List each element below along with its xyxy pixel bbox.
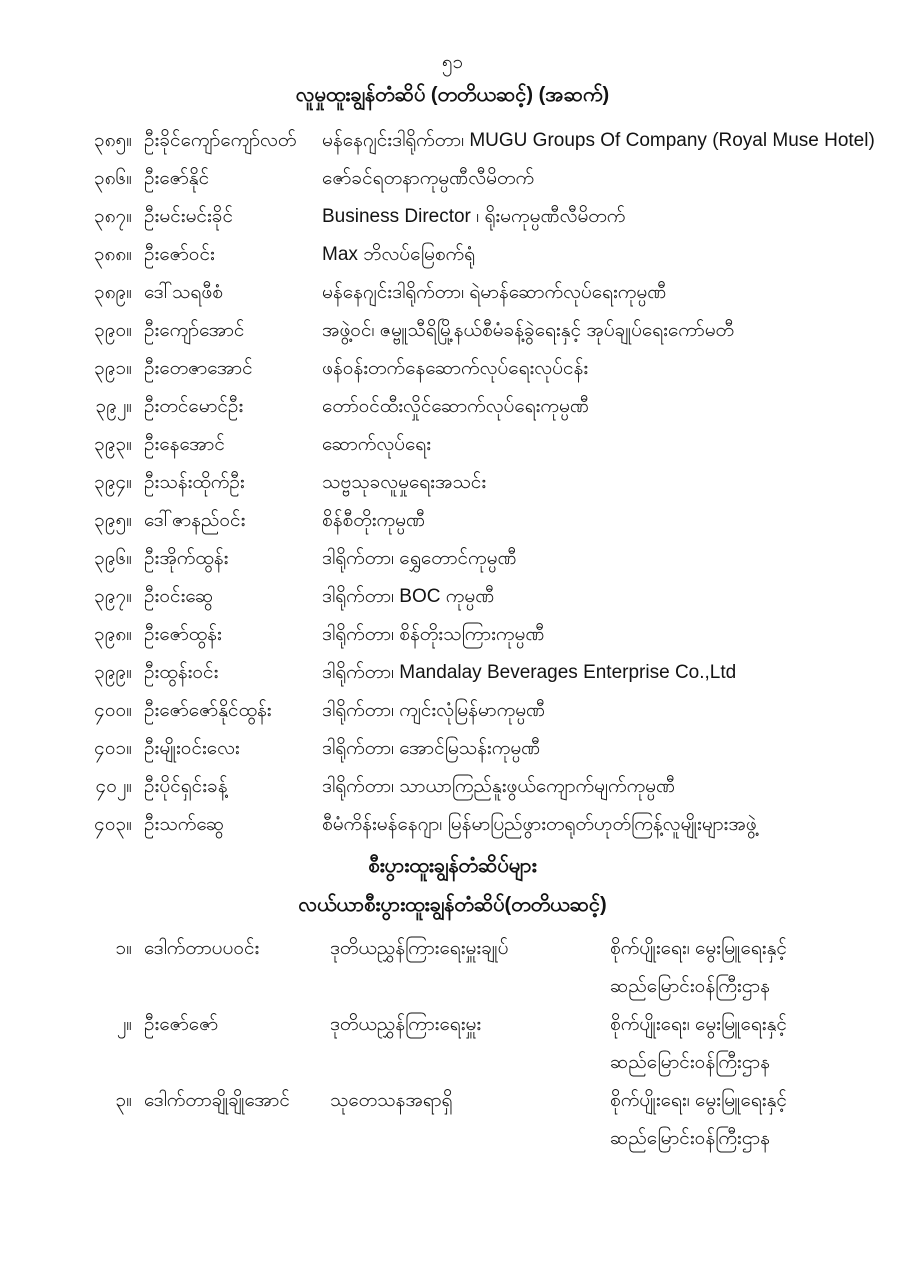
section-heading-agriculture-award: လယ်ယာစီးပွားထူးချွန်တံဆိပ်(တတိယဆင့်) [298,894,607,916]
row-name: ဦးသန်းထိုက်ဦး [144,472,245,493]
row-name: ဦးဇော်ဇော်နိုင်ထွန်း [144,700,272,721]
row-number: ၃၈၇။ [94,206,132,227]
ministry-line-1: စိုက်ပျိုးရေး၊ မွေးမြူရေးနှင့် [610,1014,787,1035]
row-description: သဗ္ဗသုခလူမှုရေးအသင်း [322,472,487,493]
row-number: ၄၀၁။ [94,738,132,759]
table-row [68,1006,895,1082]
table-row [68,350,895,388]
row-name: ဦးဇော်ဇော် [144,1014,219,1035]
row-ministry [610,1006,895,1082]
row-number: ၃၉၁။ [94,358,132,379]
row-description: အဖွဲ့ဝင်၊ ဇမ္ဗူသီရိမြို့နယ်စီမံခန့်ခွဲရေးနှင့် အုပ်ချုပ်ရေးကော်မတီ [322,320,735,341]
row-description: ဒါရိုက်တာ၊ ရွှေတောင်ကုမ္ပဏီ [322,548,517,569]
row-number: ၃၉၇။ [94,586,132,607]
row-name: ဦးသက်ဆွေ [144,814,225,835]
row-number: ၄၀၀။ [94,700,132,721]
row-number: ၃။ [115,1090,132,1111]
row-description: စီမံကိန်းမန်နေဂျာ၊ မြန်မာပြည်ဖွားတရုတ်ဟုတ်ကြန့်လူမျိုးများအဖွဲ့ [322,814,757,835]
section-heading-business-awards: စီးပွားထူးချွန်တံဆိပ်များ [368,855,537,877]
row-name: ဒေါက်တာချိုချိုအောင် [144,1090,290,1111]
table-row [68,502,895,540]
social-award-table [0,122,905,844]
row-name: ဦးဝင်းဆွေ [144,586,214,607]
row-number: ၃၉၅။ [94,510,132,531]
ministry-line-2: ဆည်မြောင်းဝန်ကြီးဌာန [610,1128,770,1149]
row-name: ဒေါ်သရဖီစံ [144,282,223,303]
ministry-line-2: ဆည်မြောင်းဝန်ကြီးဌာန [610,976,770,997]
row-number: ၃၉၉။ [94,662,132,683]
table-row [68,930,895,1006]
table-row [68,692,895,730]
row-number: ၃၈၈။ [93,244,132,265]
row-number: ၃၉၆။ [94,548,132,569]
row-name: ဦးအိုက်ထွန်း [144,548,229,569]
table-row [68,426,895,464]
row-name: ဦးတင်မောင်ဦး [144,396,244,417]
row-description: မန်နေဂျင်းဒါရိုက်တာ၊ MUGU Groups Of Company (Royal Muse Hotel) [322,130,875,151]
row-name: ဦးဇော်ထွန်း [144,624,222,645]
row-name: ဦးထွန်းဝင်း [144,662,219,683]
row-name: ဦးဇော်ဝင်း [144,244,215,265]
row-name: ဦးမင်းမင်းခိုင် [144,206,234,227]
row-position: သုတေသနအရာရှိ [330,1090,453,1111]
ministry-line-1: စိုက်ပျိုးရေး၊ မွေးမြူရေးနှင့် [610,938,787,959]
table-row [68,160,895,198]
row-position: ဒုတိယညွှန်ကြားရေးမှူး [330,1014,482,1035]
row-description: Business Director ၊ ရိုးမကုမ္ပဏီလီမိတက် [322,206,626,227]
table-row [68,616,895,654]
row-name: ဦးနေအောင် [144,434,225,455]
table-row [68,654,895,692]
row-number: ၃၉၈။ [94,624,132,645]
row-number: ၄၀၃။ [94,814,132,835]
row-description: မန်နေဂျင်းဒါရိုက်တာ၊ ရဲမာန်ဆောက်လုပ်ရေးကုမ္ပဏီ [322,282,667,303]
table-row [68,198,895,236]
row-description: ဒါရိုက်တာ၊ ကျင်းလုံမြန်မာကုမ္ပဏီ [322,700,546,721]
row-ministry [610,1082,895,1158]
row-description: ဒါရိုက်တာ၊ သာယာကြည်နူးဖွယ်ကျောက်မျက်ကုမ္ပဏီ [322,776,676,797]
row-description: ဒါရိုက်တာ၊ BOC ကုမ္ပဏီ [322,586,495,607]
row-name: ဦးတေဇာအောင် [144,358,253,379]
row-name: ဦးကျော်အောင် [144,320,245,341]
table-row [68,578,895,616]
table-row [68,236,895,274]
row-number: ၃၈၆။ [94,168,132,189]
table-row [68,388,895,426]
row-number: ၃၈၉။ [94,282,132,303]
row-description: ဒါရိုက်တာ၊ Mandalay Beverages Enterprise Co.,Ltd [322,662,737,683]
row-description: ဒါရိုက်တာ၊ စိန်တိုးသကြားကုမ္ပဏီ [322,624,545,645]
agriculture-award-table [0,930,905,1158]
row-number: ၂။ [116,1014,132,1035]
row-description: ဒါရိုက်တာ၊ အောင်မြသန်းကုမ္ပဏီ [322,738,541,759]
row-name: ဦးပိုင်ရှင်းခန့် [144,776,228,797]
table-row [68,122,895,160]
row-number: ၃၉၄။ [94,472,132,493]
ministry-line-2: ဆည်မြောင်းဝန်ကြီးဌာန [610,1052,770,1073]
table-row [68,312,895,350]
table-row [68,464,895,502]
row-description: ဖန်ဝန်းတက်နေဆောက်လုပ်ရေးလုပ်ငန်း [322,358,589,379]
table-row [68,768,895,806]
row-name: ဦးမျိုးဝင်းလေး [144,738,240,759]
row-number: ၄၀၂။ [95,776,132,797]
row-number: ၃၉၀။ [94,320,132,341]
table-row [68,274,895,312]
table-row [68,730,895,768]
row-number: ၁။ [115,938,132,959]
row-number: ၃၉၂။ [95,396,132,417]
row-description: ဇော်ခင်ရတနာကုမ္ပဏီလီမိတက် [322,168,535,189]
row-description: Max ဘိလပ်မြေစက်ရုံ [322,244,476,265]
row-position: ဒုတိယညွှန်ကြားရေးမှူးချုပ် [330,938,509,959]
row-name: ဦးဇော်နိုင် [144,168,210,189]
row-name: ဒေါ်ဇာနည်ဝင်း [144,510,246,531]
row-description: တော်ဝင်ထီးလှိုင်ဆောက်လုပ်ရေးကုမ္ပဏီ [322,396,590,417]
row-description: ဆောက်လုပ်ရေး [322,434,432,455]
page-number: ၅၁ [441,52,464,73]
row-name: ဦးခိုင်ကျော်ကျော်လတ် [144,130,297,151]
table-row [68,806,895,844]
table-row [68,540,895,578]
row-number: ၃၉၃။ [94,434,132,455]
row-ministry [610,930,895,1006]
ministry-line-1: စိုက်ပျိုးရေး၊ မွေးမြူရေးနှင့် [610,1090,787,1111]
page-title: လူမှုထူးချွန်တံဆိပ် (တတိယဆင့်) (အဆက်) [295,84,610,106]
row-description: စိန်စီတိုးကုမ္ပဏီ [322,510,426,531]
row-name: ဒေါက်တာပပဝင်း [144,938,260,959]
row-number: ၃၈၅။ [94,130,132,151]
table-row [68,1082,895,1158]
